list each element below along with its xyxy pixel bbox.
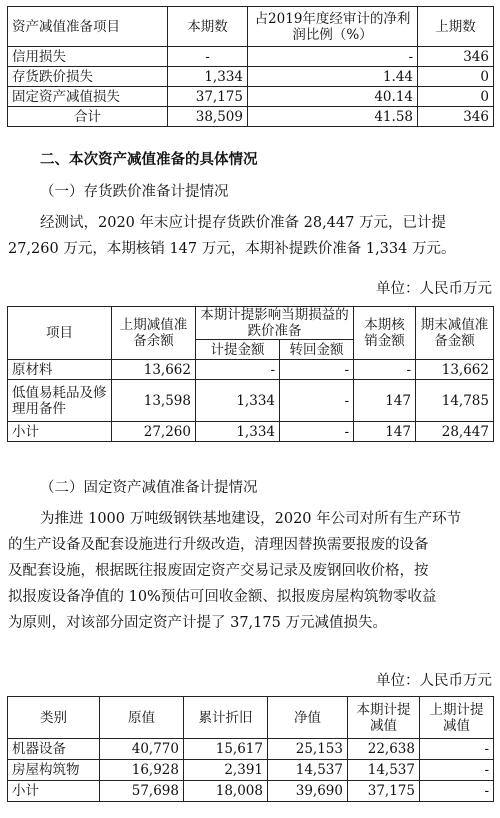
paragraph-line: 为推进 1000 万吨级钢铁基地建设，2020 年公司对所有生产环节: [40, 511, 462, 527]
cell: 37,175: [168, 87, 248, 107]
cell: -: [280, 380, 354, 422]
header-cell: 本期计提影响当期损益的跌价准备: [196, 307, 354, 340]
cell: 28,447: [416, 422, 494, 442]
cell: -: [420, 739, 494, 760]
cell: 39,690: [268, 781, 348, 802]
cell: 固定资产减值损失: [8, 87, 168, 107]
header-cell: 占2019年度经审计的净利润比例（%）: [248, 7, 418, 47]
cell: 2,391: [184, 760, 268, 781]
cell: 14,537: [348, 760, 420, 781]
subsection-heading: （二）固定资产减值准备计提情况: [40, 480, 258, 496]
cell: -: [420, 781, 494, 802]
header-cell: 上期减值准备余额: [112, 307, 196, 360]
cell: 40.14: [248, 87, 418, 107]
cell: 346: [418, 107, 494, 127]
cell: 13,662: [416, 360, 494, 380]
inventory-paragraph: [8, 210, 494, 262]
cell: 13,662: [112, 360, 196, 380]
cell: 1,334: [196, 422, 280, 442]
cell: 27,260: [112, 422, 196, 442]
table-row: [8, 739, 494, 760]
table-total-row: [8, 781, 494, 802]
cell: -: [280, 360, 354, 380]
cell: -: [280, 422, 354, 442]
table-row: [8, 760, 494, 781]
cell: 18,008: [184, 781, 268, 802]
table-row: [8, 380, 494, 422]
section-heading: 二、本次资产减值准备的具体情况: [40, 152, 258, 168]
table-row: [8, 87, 494, 107]
fixed-asset-paragraph: [8, 506, 494, 636]
cell: 25,153: [268, 739, 348, 760]
cell: 小计: [8, 781, 100, 802]
cell: 低值易耗品及修理用备件: [8, 380, 112, 422]
cell: 0: [418, 67, 494, 87]
header-cell: 上期数: [418, 7, 494, 47]
paragraph-line: 及配套设施，根据既往报废固定资产交易记录及废钢回收价格，按: [8, 563, 429, 579]
cell: 13,598: [112, 380, 196, 422]
cell: -: [420, 760, 494, 781]
paragraph-line: 经测试，2020 年末应计提存货跌价准备 28,447 万元，已计提: [40, 215, 446, 231]
unit-label: 单位：人民币万元: [376, 673, 492, 689]
cell: 1,334: [196, 380, 280, 422]
cell: 16,928: [100, 760, 184, 781]
header-cell: 本期数: [168, 7, 248, 47]
cell: 房屋构筑物: [8, 760, 100, 781]
table-row: [8, 360, 494, 380]
paragraph-line: 的生产设备及配套设施进行升级改造，清理因替换需要报废的设备: [8, 537, 429, 553]
cell: 合计: [8, 107, 168, 127]
cell: 41.58: [248, 107, 418, 127]
cell: 信用损失: [8, 47, 168, 67]
cell: 147: [354, 422, 416, 442]
header-cell: 上期计提减值: [420, 697, 494, 739]
inventory-provision-table: [7, 306, 494, 442]
cell: 15,617: [184, 739, 268, 760]
cell: 原材料: [8, 360, 112, 380]
paragraph-line: 拟报废设备净值的 10%预估可回收金额、拟报废房屋构筑物零收益: [8, 589, 437, 605]
cell: 57,698: [100, 781, 184, 802]
cell: 存货跌价损失: [8, 67, 168, 87]
unit-label: 单位：人民币万元: [376, 281, 492, 297]
cell: 0: [418, 87, 494, 107]
header-cell: 项目: [8, 307, 112, 360]
table-total-row: [8, 422, 494, 442]
header-cell: 期末减值准备金额: [416, 307, 494, 360]
fixed-asset-impairment-table: [7, 696, 494, 802]
header-cell: 本期计提减值: [348, 697, 420, 739]
cell: 1.44: [248, 67, 418, 87]
table-header-row: [8, 7, 494, 47]
cell: 小计: [8, 422, 112, 442]
cell: 346: [418, 47, 494, 67]
cell: -: [196, 360, 280, 380]
cell: -: [168, 47, 248, 67]
cell: -: [248, 47, 418, 67]
header-cell: 本期核销金额: [354, 307, 416, 360]
header-cell: 资产减值准备项目: [8, 7, 168, 47]
cell: 14,785: [416, 380, 494, 422]
paragraph-line: 为原则，对该部分固定资产计提了 37,175 万元减值损失。: [8, 615, 387, 631]
header-cell: 原值: [100, 697, 184, 739]
header-cell: 转回金额: [280, 340, 354, 360]
cell: 机器设备: [8, 739, 100, 760]
cell: -: [354, 360, 416, 380]
table-total-row: [8, 107, 494, 127]
table-row: [8, 67, 494, 87]
header-cell: 类别: [8, 697, 100, 739]
header-cell: 累计折旧: [184, 697, 268, 739]
cell: 40,770: [100, 739, 184, 760]
header-cell: 计提金额: [196, 340, 280, 360]
impairment-summary-table: [7, 6, 494, 127]
cell: 38,509: [168, 107, 248, 127]
cell: 14,537: [268, 760, 348, 781]
cell: 22,638: [348, 739, 420, 760]
paragraph-line: 27,260 万元，本期核销 147 万元，本期补提跌价准备 1,334 万元。: [8, 241, 456, 257]
subsection-heading: （一）存货跌价准备计提情况: [40, 184, 229, 200]
table-row: [8, 47, 494, 67]
cell: 37,175: [348, 781, 420, 802]
header-cell: 净值: [268, 697, 348, 739]
cell: 147: [354, 380, 416, 422]
cell: 1,334: [168, 67, 248, 87]
